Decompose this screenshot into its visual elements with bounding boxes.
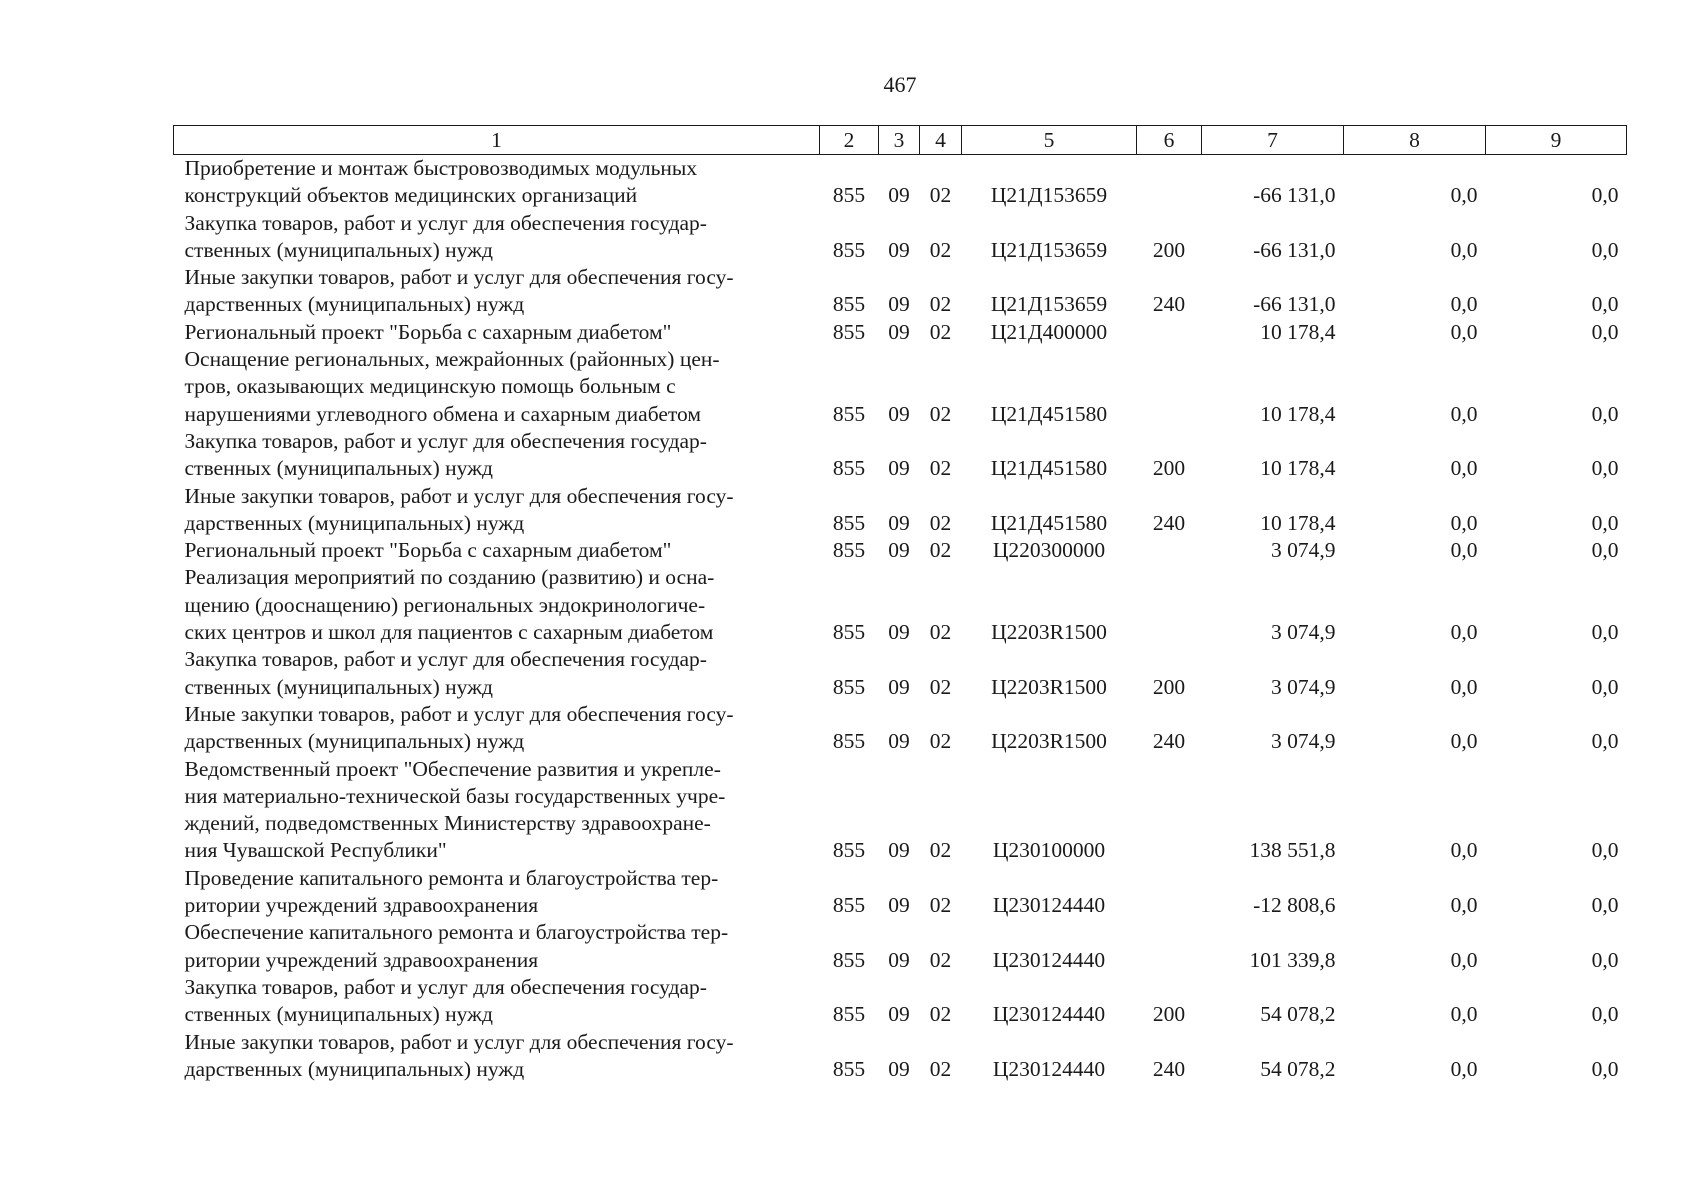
amount-col-8: 0,0	[1450, 538, 1478, 563]
row-name-line: дарственных (муниципальных) нужд	[184, 729, 525, 754]
amount-col-7: 54 078,2	[1260, 1002, 1336, 1027]
row-name-line: ственных (муниципальных) нужд	[184, 237, 493, 262]
grbs-code: 855	[832, 893, 866, 918]
expense-type-code	[1137, 756, 1202, 865]
expense-type-code	[1137, 865, 1202, 920]
section-code: 09	[888, 319, 910, 344]
table-header	[174, 126, 1627, 155]
row-name-line: Закупка товаров, работ и услуг для обеспечения государ-	[184, 210, 707, 235]
table-row	[174, 483, 1627, 538]
grbs-code: 855	[832, 674, 866, 699]
section-code: 09	[888, 1056, 910, 1081]
target-article-code: Ц21Д153659	[990, 183, 1108, 208]
section-code: 09	[888, 510, 910, 535]
budget-table	[173, 125, 1627, 1083]
subsection-code: 02	[929, 237, 952, 262]
row-name-line: дарственных (муниципальных) нужд	[184, 292, 525, 317]
amount-col-8: 0,0	[1450, 183, 1478, 208]
row-name-line: ритории учреждений здравоохранения	[184, 893, 539, 918]
expense-type-code: 240	[1152, 292, 1186, 317]
column-header: 6	[1137, 126, 1202, 155]
section-code: 09	[888, 183, 910, 208]
target-article-code: Ц220300000	[992, 538, 1106, 563]
amount-col-9: 0,0	[1591, 674, 1619, 699]
target-article-code: Ц21Д451580	[990, 456, 1108, 481]
table-row	[174, 564, 1627, 646]
row-name	[174, 537, 820, 564]
amount-col-8: 0,0	[1450, 1056, 1478, 1081]
row-name-line: Региональный проект "Борьба с сахарным диабетом"	[184, 538, 672, 563]
column-header: 3	[879, 126, 920, 155]
target-article-code: Ц230124440	[992, 1056, 1106, 1081]
row-name	[174, 646, 820, 701]
expense-type-code	[1137, 155, 1202, 210]
row-name-line: Иные закупки товаров, работ и услуг для обеспечения госу-	[184, 701, 734, 726]
table-row	[174, 319, 1627, 346]
page-number: 467	[883, 72, 917, 97]
table-row	[174, 428, 1627, 483]
table-row	[174, 264, 1627, 319]
subsection-code: 02	[929, 401, 952, 426]
grbs-code: 855	[832, 292, 866, 317]
grbs-code: 855	[832, 838, 866, 863]
subsection-code: 02	[929, 838, 952, 863]
table-row	[174, 646, 1627, 701]
amount-col-8: 0,0	[1450, 620, 1478, 645]
table-row	[174, 974, 1627, 1029]
grbs-code: 855	[832, 1002, 866, 1027]
subsection-code: 02	[929, 510, 952, 535]
amount-col-8: 0,0	[1450, 292, 1478, 317]
row-name-line: дарственных (муниципальных) нужд	[184, 510, 525, 535]
row-name-line: Проведение капитального ремонта и благоустройства тер-	[184, 865, 719, 890]
section-code: 09	[888, 620, 910, 645]
amount-col-9: 0,0	[1591, 183, 1619, 208]
table-row	[174, 756, 1627, 865]
expense-type-code: 240	[1152, 1056, 1186, 1081]
subsection-code: 02	[929, 947, 952, 972]
grbs-code: 855	[832, 538, 866, 563]
subsection-code: 02	[929, 620, 952, 645]
section-code: 09	[888, 538, 910, 563]
expense-type-code: 200	[1152, 237, 1186, 262]
row-name-line: Обеспечение капитального ремонта и благоустройства тер-	[184, 920, 729, 945]
row-name-line: тров, оказывающих медицинскую помощь больным с	[184, 374, 676, 399]
row-name	[174, 974, 820, 1029]
amount-col-9: 0,0	[1591, 947, 1619, 972]
grbs-code: 855	[832, 456, 866, 481]
table-row	[174, 346, 1627, 428]
section-code: 09	[888, 401, 910, 426]
amount-col-7: 10 178,4	[1260, 456, 1336, 481]
amount-col-8: 0,0	[1450, 893, 1478, 918]
amount-col-7: 10 178,4	[1260, 401, 1336, 426]
amount-col-9: 0,0	[1591, 893, 1619, 918]
section-code: 09	[888, 292, 910, 317]
row-name	[174, 319, 820, 346]
row-name-line: Закупка товаров, работ и услуг для обеспечения государ-	[184, 974, 707, 999]
amount-col-7: -66 131,0	[1253, 183, 1336, 208]
amount-col-8: 0,0	[1450, 947, 1478, 972]
row-name-line: нарушениями углеводного обмена и сахарным диабетом	[184, 401, 701, 426]
subsection-code: 02	[929, 319, 952, 344]
table-body	[174, 155, 1627, 1084]
amount-col-9: 0,0	[1591, 1056, 1619, 1081]
amount-col-9: 0,0	[1591, 510, 1619, 535]
grbs-code: 855	[832, 319, 866, 344]
row-name	[174, 1029, 820, 1084]
amount-col-8: 0,0	[1450, 729, 1478, 754]
table-row	[174, 919, 1627, 974]
amount-col-9: 0,0	[1591, 401, 1619, 426]
column-header: 9	[1486, 126, 1627, 155]
expense-type-code: 200	[1152, 1002, 1186, 1027]
grbs-code: 855	[832, 183, 866, 208]
amount-col-8: 0,0	[1450, 319, 1478, 344]
amount-col-9: 0,0	[1591, 237, 1619, 262]
row-name-line: Приобретение и монтаж быстровозводимых модульных	[184, 156, 698, 180]
amount-col-8: 0,0	[1450, 237, 1478, 262]
grbs-code: 855	[832, 729, 866, 754]
amount-col-7: 3 074,9	[1271, 674, 1336, 699]
subsection-code: 02	[929, 674, 952, 699]
row-name	[174, 264, 820, 319]
amount-col-7: 3 074,9	[1271, 538, 1336, 563]
target-article-code: Ц21Д400000	[990, 319, 1108, 344]
target-article-code: Ц21Д451580	[990, 401, 1108, 426]
row-name-line: ния материально-технической базы государственных учре-	[184, 783, 726, 808]
amount-col-9: 0,0	[1591, 1002, 1619, 1027]
section-code: 09	[888, 1002, 910, 1027]
grbs-code: 855	[832, 510, 866, 535]
row-name-line: ния Чувашской Республики"	[184, 838, 447, 863]
column-header: 8	[1344, 126, 1486, 155]
target-article-code: Ц2203R1500	[991, 620, 1107, 645]
amount-col-8: 0,0	[1450, 456, 1478, 481]
amount-col-7: 101 339,8	[1249, 947, 1336, 972]
amount-col-7: -66 131,0	[1253, 292, 1336, 317]
amount-col-9: 0,0	[1591, 319, 1619, 344]
amount-col-7: 10 178,4	[1260, 510, 1336, 535]
subsection-code: 02	[929, 1002, 952, 1027]
amount-col-7: 3 074,9	[1271, 729, 1336, 754]
grbs-code: 855	[832, 1056, 866, 1081]
column-header: 1	[174, 126, 820, 155]
table-row	[174, 865, 1627, 920]
column-header: 2	[820, 126, 879, 155]
row-name-line: Иные закупки товаров, работ и услуг для обеспечения госу-	[184, 483, 734, 508]
row-name-line: ритории учреждений здравоохранения	[184, 947, 539, 972]
expense-type-code: 200	[1152, 456, 1186, 481]
table-row	[174, 701, 1627, 756]
section-code: 09	[888, 456, 910, 481]
row-name	[174, 346, 820, 428]
subsection-code: 02	[929, 456, 952, 481]
row-name-line: ственных (муниципальных) нужд	[184, 456, 493, 481]
amount-col-7: 10 178,4	[1260, 319, 1336, 344]
row-name-line: ждений, подведомственных Министерству здравоохране-	[184, 811, 711, 836]
column-header: 4	[920, 126, 962, 155]
table-row	[174, 537, 1627, 564]
row-name-line: Реализация мероприятий по созданию (развитию) и осна-	[184, 565, 715, 590]
amount-col-9: 0,0	[1591, 838, 1619, 863]
row-name	[174, 428, 820, 483]
amount-col-8: 0,0	[1450, 1002, 1478, 1027]
expense-type-code	[1137, 564, 1202, 646]
expense-type-code: 240	[1152, 510, 1186, 535]
row-name	[174, 564, 820, 646]
row-name	[174, 210, 820, 265]
grbs-code: 855	[832, 237, 866, 262]
amount-col-8: 0,0	[1450, 510, 1478, 535]
subsection-code: 02	[929, 183, 952, 208]
target-article-code: Ц21Д153659	[990, 292, 1108, 317]
amount-col-9: 0,0	[1591, 538, 1619, 563]
target-article-code: Ц2203R1500	[991, 729, 1107, 754]
section-code: 09	[888, 893, 910, 918]
amount-col-8: 0,0	[1450, 838, 1478, 863]
column-header: 7	[1202, 126, 1344, 155]
expense-type-code	[1137, 919, 1202, 974]
row-name	[174, 865, 820, 920]
row-name-line: щению (дооснащению) региональных эндокринологиче-	[184, 592, 706, 617]
amount-col-8: 0,0	[1450, 401, 1478, 426]
grbs-code: 855	[832, 947, 866, 972]
table-row	[174, 1029, 1627, 1084]
table-row	[174, 155, 1627, 210]
row-name-line: конструкций объектов медицинских организаций	[184, 183, 638, 208]
amount-col-9: 0,0	[1591, 729, 1619, 754]
row-name-line: ственных (муниципальных) нужд	[184, 674, 493, 699]
subsection-code: 02	[929, 729, 952, 754]
target-article-code: Ц21Д153659	[990, 237, 1108, 262]
expense-type-code: 200	[1152, 674, 1186, 699]
expense-type-code	[1137, 346, 1202, 428]
row-name-line: Ведомственный проект "Обеспечение развития и укрепле-	[184, 756, 721, 781]
row-name	[174, 701, 820, 756]
amount-col-7: 3 074,9	[1271, 620, 1336, 645]
target-article-code: Ц21Д451580	[990, 510, 1108, 535]
amount-col-7: -66 131,0	[1253, 237, 1336, 262]
row-name-line: Иные закупки товаров, работ и услуг для обеспечения госу-	[184, 1029, 734, 1054]
table-row	[174, 210, 1627, 265]
grbs-code: 855	[832, 620, 866, 645]
amount-col-7: 138 551,8	[1249, 838, 1336, 863]
row-name-line: Оснащение региональных, межрайонных (районных) цен-	[184, 347, 720, 372]
section-code: 09	[888, 947, 910, 972]
subsection-code: 02	[929, 292, 952, 317]
subsection-code: 02	[929, 538, 952, 563]
row-name	[174, 919, 820, 974]
row-name-line: Региональный проект "Борьба с сахарным диабетом"	[184, 319, 672, 344]
amount-col-9: 0,0	[1591, 292, 1619, 317]
expense-type-code: 240	[1152, 729, 1186, 754]
row-name-line: дарственных (муниципальных) нужд	[184, 1056, 525, 1081]
amount-col-9: 0,0	[1591, 620, 1619, 645]
row-name-line: Закупка товаров, работ и услуг для обеспечения государ-	[184, 428, 707, 453]
target-article-code: Ц230124440	[992, 947, 1106, 972]
target-article-code: Ц230100000	[992, 838, 1106, 863]
column-number-row	[174, 126, 1627, 155]
row-name-line: ских центров и школ для пациентов с сахарным диабетом	[184, 620, 714, 645]
row-name	[174, 756, 820, 865]
grbs-code: 855	[832, 401, 866, 426]
amount-col-8: 0,0	[1450, 674, 1478, 699]
section-code: 09	[888, 838, 910, 863]
section-code: 09	[888, 674, 910, 699]
subsection-code: 02	[929, 1056, 952, 1081]
section-code: 09	[888, 237, 910, 262]
row-name-line: ственных (муниципальных) нужд	[184, 1002, 493, 1027]
expense-type-code	[1137, 319, 1202, 346]
amount-col-7: -12 808,6	[1253, 893, 1336, 918]
row-name-line: Закупка товаров, работ и услуг для обеспечения государ-	[184, 647, 707, 672]
subsection-code: 02	[929, 893, 952, 918]
target-article-code: Ц230124440	[992, 893, 1106, 918]
row-name	[174, 155, 820, 210]
row-name	[174, 483, 820, 538]
target-article-code: Ц230124440	[992, 1002, 1106, 1027]
target-article-code: Ц2203R1500	[991, 674, 1107, 699]
amount-col-7: 54 078,2	[1260, 1056, 1336, 1081]
expense-type-code	[1137, 537, 1202, 564]
amount-col-9: 0,0	[1591, 456, 1619, 481]
section-code: 09	[888, 729, 910, 754]
row-name-line: Иные закупки товаров, работ и услуг для обеспечения госу-	[184, 265, 734, 290]
column-header: 5	[962, 126, 1137, 155]
